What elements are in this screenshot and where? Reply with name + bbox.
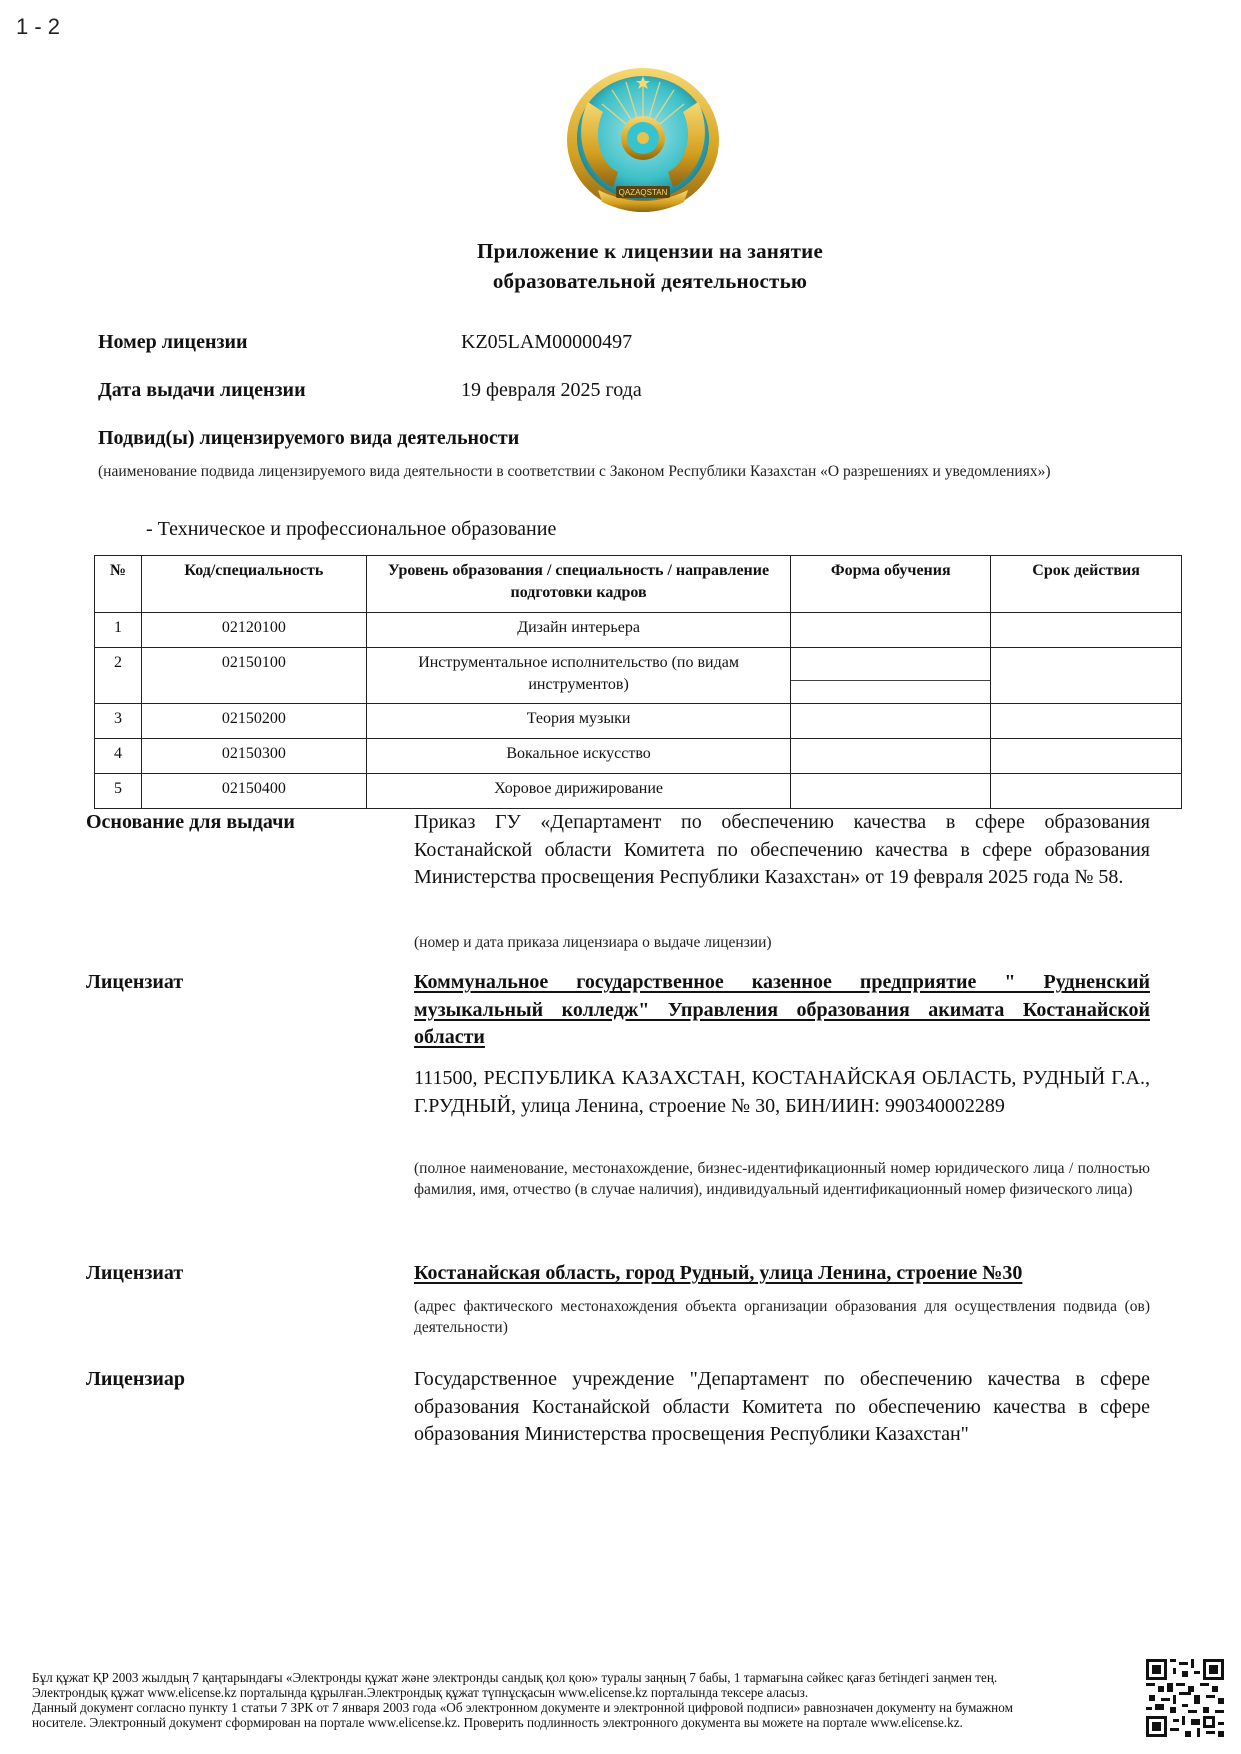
licensor-label: Лицензиар (86, 1368, 186, 1390)
qr-code-icon (1146, 1658, 1224, 1738)
cell-form-lower (791, 681, 990, 703)
cell-form (791, 774, 991, 809)
table-header-row (95, 556, 1182, 613)
emblem-caption: QAZAQSTAN (618, 188, 668, 197)
cell-term (991, 739, 1182, 774)
cell-specialty: Дизайн интерьера (366, 613, 791, 648)
specialties-table (94, 555, 1182, 809)
legal-footer (32, 1670, 1142, 1730)
subtypes-note: (наименование подвида лицензируемого вида деятельности в соответствии с Законом Республики Казахстан «О разрешениях и уведомлениях») (98, 463, 1051, 480)
footer-line-1: Бұл құжат ҚР 2003 жылдың 7 қаңтарындағы «Электронды құжат және электронды сандық қол қою» туралы заңның 7 бабы, 1 тармағына сәйкес қағаз бетіндегі заңмен тең. (32, 1670, 998, 1685)
header-num: № (95, 556, 142, 613)
basis-text: Приказ ГУ «Департамент по обеспечению качества в сфере образования Костанайской области Комитета по обеспечению качества в сфере образования Министерства просвещения Республики Казахстан» от 19 февраля 2025 года № 58. (414, 811, 1150, 888)
header-specialty: Уровень образования / специальность / направление подготовки кадров (366, 556, 791, 613)
title-line-2: образовательной деятельностью (492, 269, 808, 293)
cell-specialty: Инструментальное исполнительство (по видам инструментов) (366, 648, 791, 704)
licensee-address: 111500, РЕСПУБЛИКА КАЗАХСТАН, КОСТАНАЙСКАЯ ОБЛАСТЬ, РУДНЫЙ Г.А., Г.РУДНЫЙ, улица Ленина, строение № 30, БИН/ИИН: 990340002289 (414, 1067, 1150, 1117)
cell-num: 2 (95, 648, 142, 704)
cell-term (991, 774, 1182, 809)
page-indicator: 1 - 2 (16, 14, 61, 39)
license-number-value: KZ05LAM00000497 (461, 331, 633, 353)
cell-code: 02150300 (141, 739, 366, 774)
license-date-label: Дата выдачи лицензии (98, 379, 306, 401)
cell-code: 02150100 (141, 648, 366, 704)
cell-num: 4 (95, 739, 142, 774)
cell-specialty: Хоровое дирижирование (366, 774, 791, 809)
license-date-value: 19 февраля 2025 года (461, 379, 642, 401)
cell-term (991, 704, 1182, 739)
table-row (95, 704, 1182, 739)
cell-form (791, 739, 991, 774)
table-row (95, 739, 1182, 774)
cell-form-upper (791, 648, 990, 681)
state-emblem-icon (558, 62, 728, 222)
header-code: Код/специальность (141, 556, 366, 613)
title-line-1: Приложение к лицензии на занятие (477, 239, 823, 263)
footer-line-4: носителе. Электронный документ сформирован на портале www.elicense.kz. Проверить подлинность электронного документа вы можете на портале www.elicense.kz. (32, 1715, 963, 1730)
licensor-text: Государственное учреждение "Департамент по обеспечению качества в сфере образования Костанайской области Комитета по обеспечению качества в сфере образования Министерства просвещения Республики Казахстан" (414, 1368, 1150, 1445)
footer-line-3: Данный документ согласно пункту 1 статьи 7 ЗРК от 7 января 2003 года «Об электронном документе и электронной цифровой подписи» равнозначен документу на бумажном (32, 1700, 1013, 1715)
license-number-label: Номер лицензии (98, 331, 248, 353)
cell-term (991, 648, 1182, 704)
page-title (300, 236, 1000, 296)
licensee-name: Коммунальное государственное казенное предприятие " Рудненский музыкальный колледж" Управления образования акимата Костанайской области (414, 971, 1150, 1048)
basis-label: Основание для выдачи (86, 811, 295, 833)
cell-num: 1 (95, 613, 142, 648)
cell-specialty: Теория музыки (366, 704, 791, 739)
footer-line-2: Электрондық құжат www.elicense.kz порталында құрылған.Электрондық құжат түпнұсқасын www.elicense.kz порталында тексере аласыз. (32, 1685, 809, 1700)
table-row (95, 774, 1182, 809)
licensee-location-label: Лицензиат (86, 1262, 184, 1284)
header-term: Срок действия (991, 556, 1182, 613)
cell-form (791, 704, 991, 739)
cell-form (791, 648, 991, 704)
cell-code: 02150200 (141, 704, 366, 739)
cell-form (791, 613, 991, 648)
cell-num: 5 (95, 774, 142, 809)
cell-term (991, 613, 1182, 648)
licensee-note: (полное наименование, местонахождение, бизнес-идентификационный номер юридического лица / полностью фамилия, имя, отчество (в случае наличия), индивидуальный идентификационный номер физического лица) (414, 1160, 1150, 1198)
basis-note: (номер и дата приказа лицензиара о выдаче лицензии) (414, 934, 772, 951)
header-form: Форма обучения (791, 556, 991, 613)
table-row (95, 613, 1182, 648)
licensee-location-note: (адрес фактического местонахождения объекта организации образования для осуществления подвида (ов) деятельности) (414, 1298, 1150, 1336)
table-row (95, 648, 1182, 704)
licensee-location-address: Костанайская область, город Рудный, улица Ленина, строение №30 (414, 1262, 1023, 1284)
subtypes-heading: Подвид(ы) лицензируемого вида деятельности (98, 427, 520, 449)
cell-specialty: Вокальное искусство (366, 739, 791, 774)
subtype-item: - Техническое и профессиональное образование (146, 518, 557, 540)
licensee-label: Лицензиат (86, 971, 184, 993)
cell-num: 3 (95, 704, 142, 739)
cell-code: 02120100 (141, 613, 366, 648)
cell-code: 02150400 (141, 774, 366, 809)
